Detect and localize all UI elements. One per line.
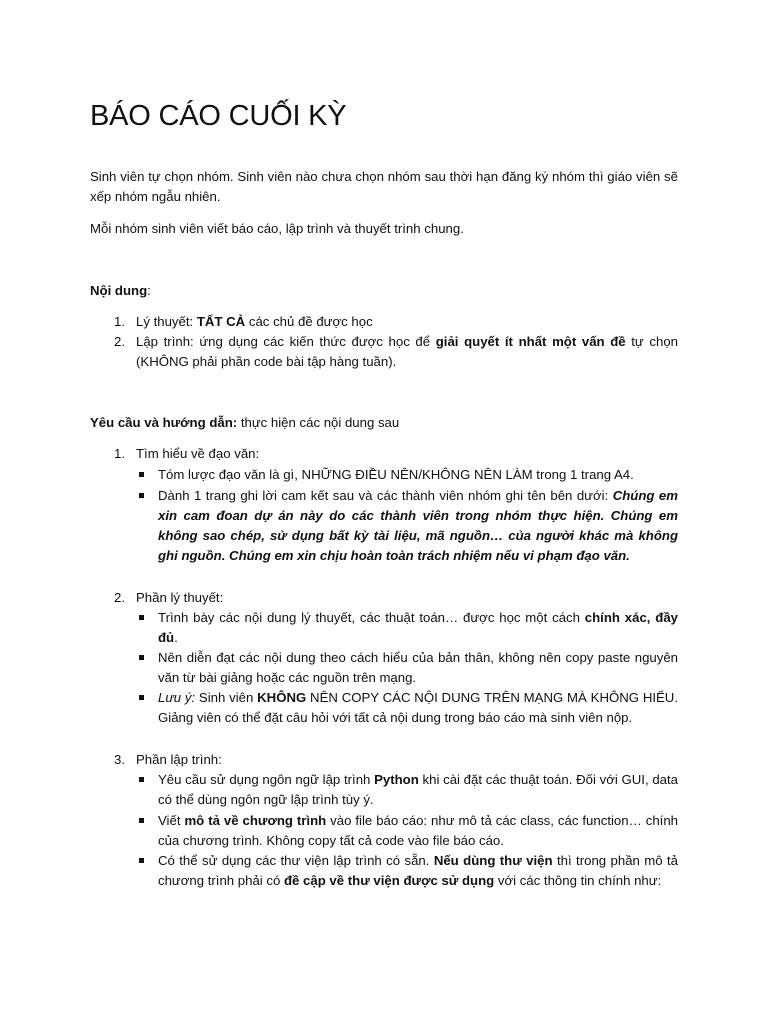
bullet-marker [139, 493, 144, 498]
section-3-bullet-1-text: Yêu cầu sử dụng ngôn ngữ lập trình [158, 772, 375, 787]
document-title: BÁO CÁO CUỐI KỲ [90, 100, 347, 132]
bullet-marker [139, 655, 144, 660]
intro-paragraph-1: Sinh viên tự chọn nhóm. Sinh viên nào chưa chọn nhóm sau thời hạn đăng ký nhóm thì giáo viên sẽ xếp nhóm ngẫu nhiên. [90, 169, 678, 204]
note-label: Lưu ý: [158, 690, 196, 705]
content-heading-suffix: : [147, 283, 151, 298]
content-item-1-lead: Lý thuyết: [136, 314, 197, 329]
content-item-2-number: 2. [114, 334, 125, 349]
section-1-bullet-2-text: Dành 1 trang ghi lời cam kết sau và các thành viên nhóm ghi tên bên dưới: [158, 488, 613, 503]
content-item-2 [136, 332, 678, 372]
bullet-marker [139, 472, 144, 477]
section-1-bullet-1: Tóm lược đạo văn là gì, NHỮNG ĐIỀU NÊN/KHÔNG NÊN LÀM trong 1 trang A4. [158, 467, 634, 482]
bullet-marker [139, 695, 144, 700]
intro-paragraph-2: Mỗi nhóm sinh viên viết báo cáo, lập trình và thuyết trình chung. [90, 221, 464, 236]
section-2-bullet-3-text: Sinh viên [195, 690, 258, 705]
section-3-number: 3. [114, 752, 125, 767]
section-3-bullet-1-rest: khi cài đặt các thuật toán. Đối với GUI, data có thể dùng ngôn ngữ lập trình tùy ý. [158, 772, 678, 807]
section-3-bullet-1 [158, 770, 678, 810]
bullet-marker [139, 615, 144, 620]
content-item-1 [136, 312, 678, 332]
section-1-number: 1. [114, 446, 125, 461]
bullet-marker [139, 777, 144, 782]
requirements-heading-label: Yêu cầu và hướng dẫn: [90, 415, 238, 430]
content-item-1-bold: TẤT CẢ [196, 314, 246, 329]
section-3-bullet-3-bold: Nếu dùng thư viện [433, 853, 553, 868]
section-2-number: 2. [114, 590, 125, 605]
section-3-bullet-3-text: Có thể sử dụng các thư viện lập trình có sẵn. [158, 853, 434, 868]
section-2-bullet-3-rest: NÊN COPY CÁC NỘI DUNG TRÊN MẠNG MÀ KHÔNG HIỂU. Giảng viên có thể đặt câu hỏi với tất cả nội dung trong báo cáo mà sinh viên nộp. [158, 690, 678, 725]
section-2-bullet-2: Nên diễn đạt các nội dung theo cách hiểu của bản thân, không nên copy paste nguyên văn từ bài giảng hoặc các nguồn trên mạng. [158, 650, 678, 685]
content-item-2-lead: Lập trình: ứng dụng các kiến thức được học để [136, 334, 436, 349]
content-heading [90, 281, 678, 301]
pledge-statement: Chúng em xin cam đoan dự án này do các thành viên trong nhóm thực hiện. Chúng em không sao chép, sử dụng bất kỳ tài liệu, mã nguồn… của người khác mà không ghi nguồn. Chúng em xin chịu hoàn toàn trách nhiệm nếu vi phạm đạo văn. [158, 488, 678, 563]
section-2-bullet-1-bold: chính xác, đầy đủ [158, 610, 678, 645]
section-3-title: Phần lập trình: [136, 752, 222, 767]
section-3-bullet-2 [158, 811, 678, 851]
content-item-2-rest: tự chọn (KHÔNG phải phần code bài tập hàng tuần). [136, 334, 678, 369]
section-2-bullet-1-text: Trình bày các nội dung lý thuyết, các thuật toán… được học một cách [158, 610, 585, 625]
section-2-title: Phần lý thuyết: [136, 590, 224, 605]
section-3-bullet-2-rest: vào file báo cáo: như mô tả các class, các function… chính của chương trình. Không copy tất cả code vào file báo cáo. [158, 813, 678, 848]
section-3-bullet-2-bold: mô tả về chương trình [184, 813, 327, 828]
requirements-heading [90, 413, 678, 433]
content-item-1-number: 1. [114, 314, 125, 329]
section-3-bullet-3-rest: thì trong phần mô tả chương trình phải có [158, 853, 678, 888]
requirements-heading-rest: thực hiện các nội dung sau [237, 415, 400, 430]
section-3-bullet-3-bold-2: đề cập về thư viện được sử dụng [283, 873, 495, 888]
bullet-marker [139, 818, 144, 823]
section-2-bullet-1 [158, 608, 678, 648]
section-1-bullet-2 [158, 486, 678, 566]
section-3-bullet-3 [158, 851, 678, 891]
section-2-bullet-3-bold: KHÔNG [257, 690, 307, 705]
section-2-bullet-3 [158, 688, 678, 728]
section-3-bullet-2-text: Viết [158, 813, 185, 828]
content-item-1-rest: các chủ đề được học [245, 314, 373, 329]
section-3-bullet-3-rest-2: với các thông tin chính như: [494, 873, 662, 888]
section-3-bullet-1-bold: Python [374, 772, 419, 787]
content-item-2-bold: giải quyết ít nhất một vấn đề [435, 334, 626, 349]
intro-paragraph-group [90, 167, 678, 207]
bullet-marker [139, 858, 144, 863]
section-2-bullet-1-rest: . [174, 630, 178, 645]
section-1-title: Tìm hiểu về đạo văn: [136, 446, 260, 461]
content-heading-label: Nội dung [90, 283, 148, 298]
